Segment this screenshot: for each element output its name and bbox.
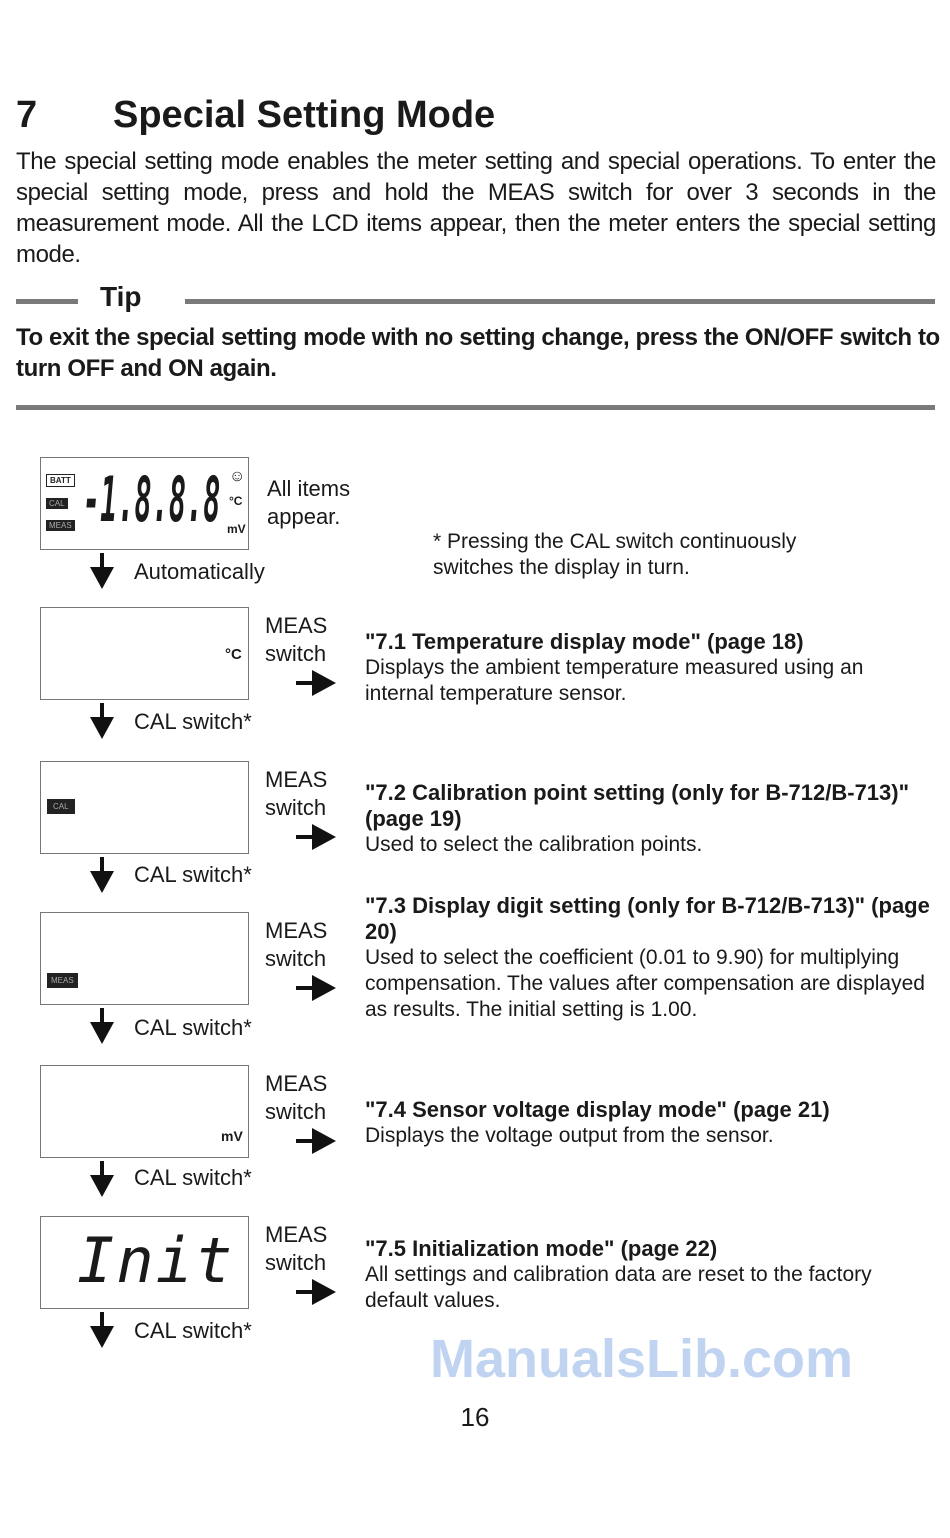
right-arrow-icon xyxy=(296,975,336,1001)
cal-indicator: CAL xyxy=(47,799,75,814)
down-arrow-icon xyxy=(90,857,114,893)
celsius-indicator: °C xyxy=(229,494,243,508)
mv-indicator: mV xyxy=(227,522,246,536)
meas-switch-label: MEAS switch xyxy=(265,613,328,666)
meas-indicator: MEAS xyxy=(47,973,78,988)
lcd-init xyxy=(40,1216,249,1309)
meas-switch-label: MEAS switch xyxy=(265,767,328,820)
tip-rule-right xyxy=(185,299,935,304)
lcd-calibration xyxy=(40,761,249,854)
mode-title: "7.3 Display digit setting (only for B-712/B-713)" (page 20) xyxy=(365,893,930,944)
meas-switch-label: MEAS switch xyxy=(265,918,328,971)
step-label: CAL switch* xyxy=(134,1165,252,1190)
step-label: CAL switch* xyxy=(134,1015,252,1040)
tip-text: To exit the special setting mode with no setting change, press the ON/OFF switch to turn OFF and ON again. xyxy=(16,324,940,382)
right-arrow-icon xyxy=(296,1128,336,1154)
mode-title: "7.1 Temperature display mode" (page 18) xyxy=(365,629,804,654)
mode-description xyxy=(365,629,935,707)
step-label: CAL switch* xyxy=(134,862,252,887)
page-number: 16 xyxy=(460,1402,490,1432)
right-arrow-icon xyxy=(296,1279,336,1305)
batt-indicator: BATT xyxy=(46,474,75,487)
step-label: CAL switch* xyxy=(134,709,252,734)
lcd-digits: -1.8.8.8 xyxy=(83,463,221,536)
mode-text: All settings and calibration data are reset to the factory default values. xyxy=(365,1263,872,1312)
celsius-indicator: °C xyxy=(225,646,242,663)
tip-rule-bottom xyxy=(16,405,935,410)
mode-title: "7.2 Calibration point setting (only for B-712/B-713)" (page 19) xyxy=(365,780,910,831)
lcd-voltage xyxy=(40,1065,249,1158)
mode-text: Displays the voltage output from the sensor. xyxy=(365,1124,774,1147)
lcd-display-digit xyxy=(40,912,249,1005)
down-arrow-icon xyxy=(90,703,114,739)
mode-description xyxy=(365,893,935,1023)
mode-title: "7.5 Initialization mode" (page 22) xyxy=(365,1236,718,1261)
down-arrow-icon xyxy=(90,1161,114,1197)
mode-text: Used to select the coefficient (0.01 to 9.90) for multiplying compensation. The values after compensation are displayed as results. The initial setting is 1.00. xyxy=(365,946,925,1021)
lcd-temperature xyxy=(40,607,249,700)
tip-rule-left xyxy=(16,299,78,304)
intro-paragraph: The special setting mode enables the meter setting and special operations. To enter the special setting mode, press and hold the MEAS switch for over 3 seconds in the measurement mode. All the LCD items appear, then the meter enters the special setting mode. xyxy=(16,148,936,268)
down-arrow-icon xyxy=(90,1312,114,1348)
smiley-icon: ☺ xyxy=(229,468,246,485)
down-arrow-icon xyxy=(90,553,114,589)
tip-label: Tip xyxy=(100,281,142,312)
watermark: ManualsLib.com xyxy=(430,1329,854,1389)
mode-text: Displays the ambient temperature measured using an internal temperature sensor. xyxy=(365,656,864,705)
mode-description xyxy=(365,1097,935,1149)
section-title: Special Setting Mode xyxy=(113,94,496,136)
cal-note: * Pressing the CAL switch continuously switches the display in turn. xyxy=(433,530,797,579)
meas-indicator: MEAS xyxy=(46,520,75,531)
mv-indicator: mV xyxy=(221,1128,243,1144)
mode-text: Used to select the calibration points. xyxy=(365,833,703,856)
right-arrow-icon xyxy=(296,824,336,850)
meas-switch-label: MEAS switch xyxy=(265,1222,328,1275)
mode-description xyxy=(365,1236,935,1314)
right-arrow-icon xyxy=(296,670,336,696)
step-label: CAL switch* xyxy=(134,1318,252,1343)
down-arrow-icon xyxy=(90,1008,114,1044)
all-items-label: All items appear. xyxy=(267,476,351,529)
init-digits: Init xyxy=(77,1224,235,1297)
cal-indicator: CAL xyxy=(46,498,68,509)
meas-switch-label: MEAS switch xyxy=(265,1071,328,1124)
step-label: Automatically xyxy=(134,559,265,584)
mode-description xyxy=(365,780,935,858)
mode-title: "7.4 Sensor voltage display mode" (page 21) xyxy=(365,1097,830,1122)
lcd-all-items xyxy=(40,457,249,550)
section-number: 7 xyxy=(16,94,38,136)
